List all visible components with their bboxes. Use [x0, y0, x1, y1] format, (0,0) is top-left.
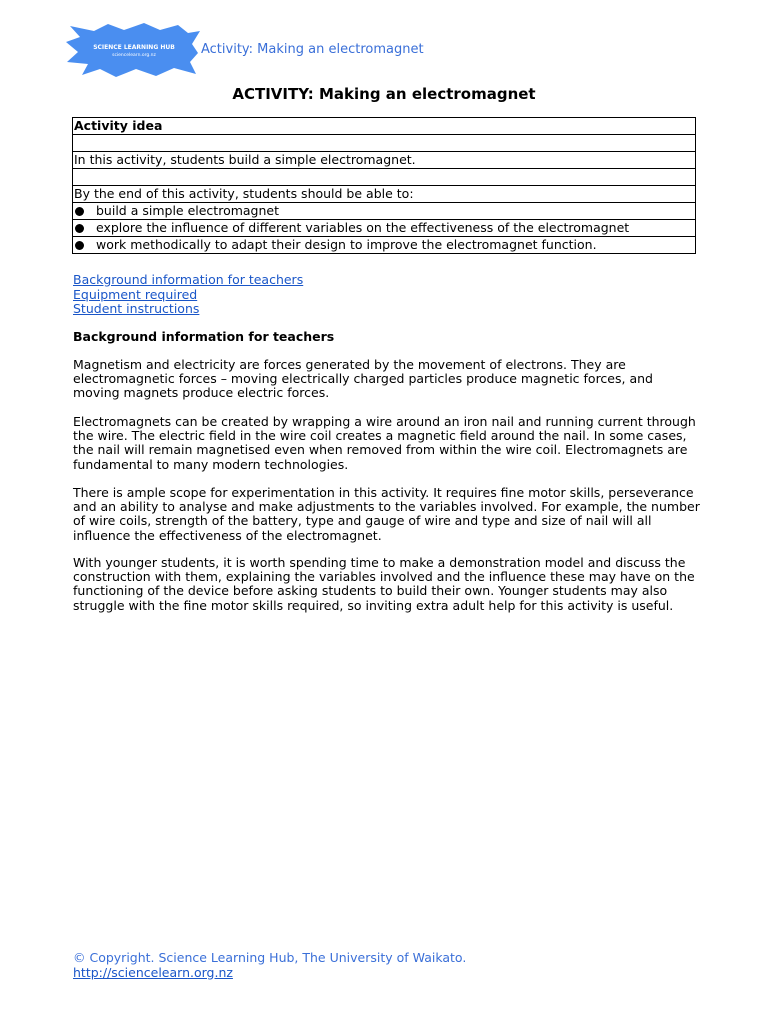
- activity-idea-table: [72, 117, 696, 254]
- document-title: ACTIVITY: Making an electromagnet: [232, 85, 536, 103]
- section-links: [73, 273, 303, 317]
- activity-idea-heading: Activity idea: [72, 117, 696, 135]
- copyright-text: © Copyright. Science Learning Hub, The University of Waikato.: [73, 950, 467, 965]
- link-equipment-required[interactable]: Equipment required: [73, 286, 198, 302]
- blank-row: [72, 169, 696, 186]
- outcome-bullet: [72, 220, 696, 237]
- outcome-text: build a simple electromagnet: [96, 203, 280, 218]
- activity-intro: In this activity, students build a simple electromagnet.: [72, 152, 696, 169]
- background-paragraph: With younger students, it is worth spending time to make a demonstration model and discuss the construction with them, explaining the variables involved and the influence these may have on the functioning of the device before asking students to build their own. Younger students may also struggle with the fine motor skills required, so inviting extra adult help for this activity is useful.: [73, 555, 695, 613]
- sciencelearn-link[interactable]: http://sciencelearn.org.nz: [73, 964, 233, 980]
- outcome-text: explore the influence of different variables on the effectiveness of the electromagnet: [96, 220, 630, 235]
- link-background-information[interactable]: Background information for teachers: [73, 272, 304, 287]
- background-heading: Background information for teachers: [73, 329, 335, 344]
- bullet-icon: [75, 224, 84, 233]
- bullet-icon: [75, 207, 84, 216]
- outcome-text: work methodically to adapt their design to improve the electromagnet function.: [96, 237, 597, 252]
- outcome-bullet: [72, 203, 696, 220]
- background-paragraph: There is ample scope for experimentation in this activity. It requires fine motor skills, perseverance and an ability to analyse and make adjustments to the variables involved. For example, the number of wire coils, strength of the battery, type and gauge of wire and type and size of nail will all influence the effectiveness of the electromagnet.: [73, 485, 700, 543]
- bullet-icon: [75, 241, 84, 250]
- blank-row: [72, 135, 696, 152]
- logo-subtext: sciencelearn.org.nz: [112, 53, 156, 58]
- footer: [73, 951, 466, 980]
- outcome-bullet: [72, 237, 696, 254]
- science-learning-hub-logo: [64, 22, 202, 78]
- logo-text: SCIENCE LEARNING HUB: [93, 44, 175, 51]
- background-paragraph: Magnetism and electricity are forces generated by the movement of electrons. They are electromagnetic forces – moving electrically charged particles produce magnetic forces, and moving magnets produce electric forces.: [73, 357, 653, 401]
- header-title: Activity: Making an electromagnet: [201, 42, 424, 57]
- link-student-instructions[interactable]: Student instructions: [73, 301, 200, 316]
- background-paragraph: Electromagnets can be created by wrapping a wire around an iron nail and running current through the wire. The electric field in the wire coil creates a magnetic field around the nail. In some cases, the nail will remain magnetised even when removed from within the wire coil. Electromagnets are fundamental to many modern technologies.: [73, 414, 696, 472]
- outcomes-lead: By the end of this activity, students should be able to:: [72, 186, 696, 203]
